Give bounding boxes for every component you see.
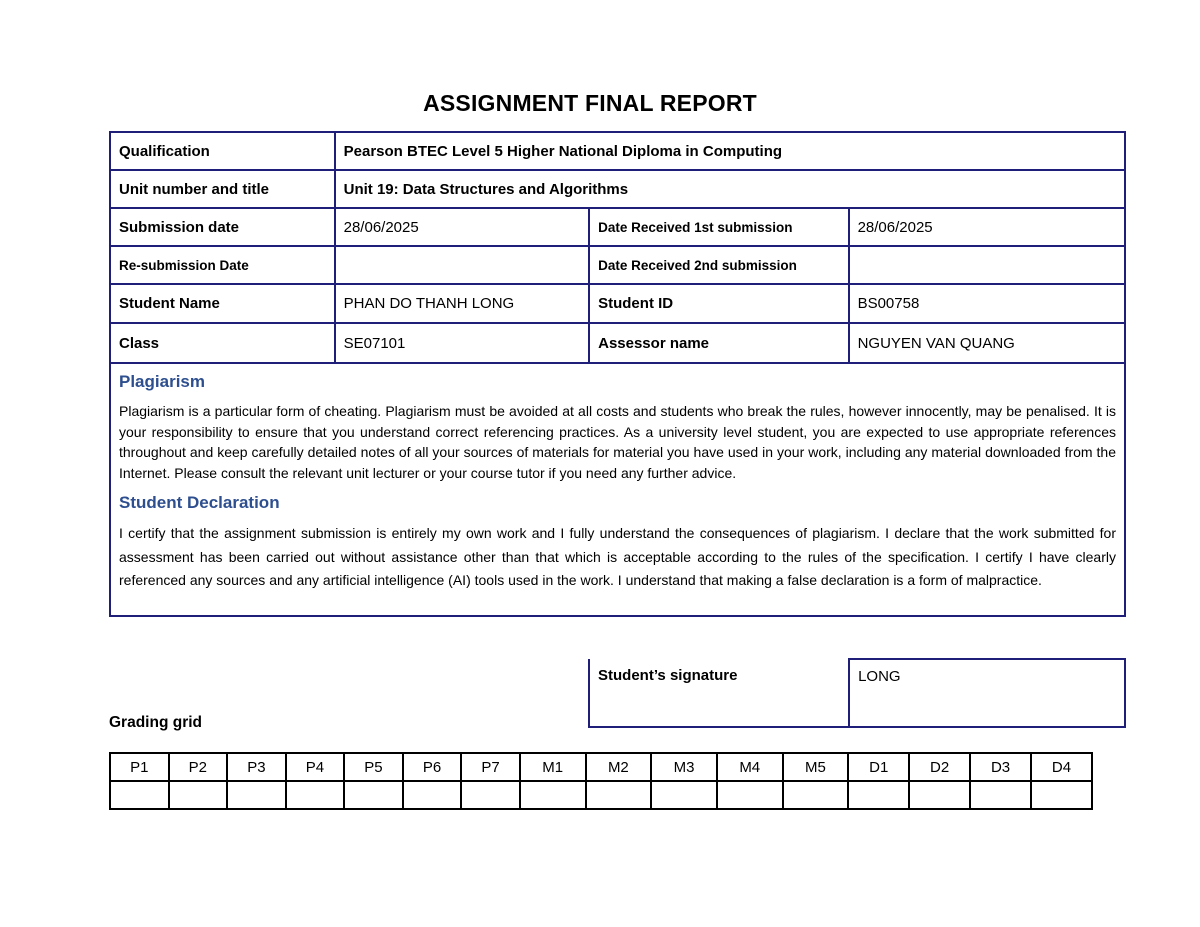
student-id-label: Student ID <box>589 284 848 323</box>
grade-cell <box>1031 781 1092 809</box>
assessor-label: Assessor name <box>589 323 848 363</box>
plagiarism-text: Plagiarism is a particular form of cheating. Plagiarism must be avoided at all costs and students who break the rules, however innocently, may be penalised. It is your responsibility to ensure that you understand correct referencing practices. As a university level student, you are expected to use appropriate references throughout and keep carefully detailed notes of all your sources of materials for material you have used in your work, including any material downloaded from the Internet. Please consult the relevant unit lecturer or your course tutor if you need any further advice. <box>119 403 1116 481</box>
criterion-m2: M2 <box>586 753 652 781</box>
signature-table <box>588 658 1126 728</box>
grade-cell <box>909 781 970 809</box>
grading-grid <box>109 752 1093 810</box>
student-id-value: BS00758 <box>849 284 1125 323</box>
resubmission-value <box>335 246 589 284</box>
grade-cell <box>783 781 849 809</box>
criterion-p6: P6 <box>403 753 462 781</box>
signature-value: LONG <box>849 659 1125 727</box>
resubmission-row <box>110 246 1125 284</box>
grade-cell <box>227 781 286 809</box>
unit-label: Unit number and title <box>110 170 335 208</box>
declaration-cell <box>110 363 1125 616</box>
declaration-text: I certify that the assignment submission is entirely my own work and I fully understand the consequences of plagiarism. I declare that the work submitted for assessment has been carried out without assistance other than that which is acceptable according to the rules of the specification. I certify I have clearly referenced any sources and any artificial intelligence (AI) tools used in the work. I understand that making a false declaration is a form of malpractice. <box>119 525 1116 588</box>
criterion-d1: D1 <box>848 753 909 781</box>
grading-criteria-row <box>110 753 1092 781</box>
assessor-value: NGUYEN VAN QUANG <box>849 323 1125 363</box>
grade-cell <box>651 781 717 809</box>
unit-value: Unit 19: Data Structures and Algorithms <box>335 170 1125 208</box>
grade-cell <box>586 781 652 809</box>
class-label: Class <box>110 323 335 363</box>
grade-cell <box>970 781 1031 809</box>
grade-cell <box>461 781 520 809</box>
grade-cell <box>344 781 403 809</box>
date-received-2-value <box>849 246 1125 284</box>
criterion-p5: P5 <box>344 753 403 781</box>
student-row <box>110 284 1125 323</box>
qualification-row <box>110 132 1125 170</box>
date-received-1-label: Date Received 1st submission <box>589 208 848 246</box>
grade-cell <box>403 781 462 809</box>
criterion-d4: D4 <box>1031 753 1092 781</box>
declaration-heading: Student Declaration <box>119 493 280 512</box>
criterion-p7: P7 <box>461 753 520 781</box>
grade-cell <box>169 781 228 809</box>
grade-cell <box>286 781 345 809</box>
criterion-d2: D2 <box>909 753 970 781</box>
criterion-p4: P4 <box>286 753 345 781</box>
submission-date-label: Submission date <box>110 208 335 246</box>
criterion-m1: M1 <box>520 753 586 781</box>
criterion-p1: P1 <box>110 753 169 781</box>
submission-date-row <box>110 208 1125 246</box>
signature-label: Student’s signature <box>589 659 849 727</box>
criterion-m4: M4 <box>717 753 783 781</box>
class-value: SE07101 <box>335 323 589 363</box>
student-name-label: Student Name <box>110 284 335 323</box>
unit-row <box>110 170 1125 208</box>
grading-grid-heading: Grading grid <box>109 714 202 731</box>
grade-cell <box>110 781 169 809</box>
submission-date-value: 28/06/2025 <box>335 208 589 246</box>
resubmission-label: Re-submission Date <box>110 246 335 284</box>
grade-cell <box>717 781 783 809</box>
criterion-p3: P3 <box>227 753 286 781</box>
criterion-m5: M5 <box>783 753 849 781</box>
declaration-row <box>110 363 1125 616</box>
date-received-2-label: Date Received 2nd submission <box>589 246 848 284</box>
report-title: ASSIGNMENT FINAL REPORT <box>423 90 757 116</box>
grade-cell <box>848 781 909 809</box>
report-info-table <box>109 131 1126 617</box>
criterion-m3: M3 <box>651 753 717 781</box>
plagiarism-heading: Plagiarism <box>119 372 205 391</box>
class-row <box>110 323 1125 363</box>
criterion-p2: P2 <box>169 753 228 781</box>
qualification-label: Qualification <box>110 132 335 170</box>
student-name-value: PHAN DO THANH LONG <box>335 284 589 323</box>
grading-values-row <box>110 781 1092 809</box>
qualification-value: Pearson BTEC Level 5 Higher National Diploma in Computing <box>335 132 1125 170</box>
grade-cell <box>520 781 586 809</box>
criterion-d3: D3 <box>970 753 1031 781</box>
date-received-1-value: 28/06/2025 <box>849 208 1125 246</box>
